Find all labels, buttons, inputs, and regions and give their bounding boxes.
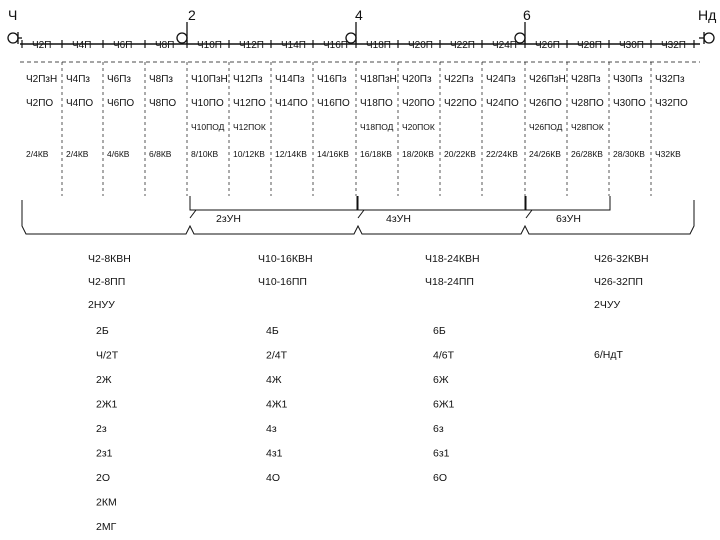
relay-label: Ч2ПзН [26, 74, 58, 85]
group-item-label: Ч/2Т [96, 349, 119, 362]
track-section-label: Ч28П [577, 40, 602, 51]
route-relay-label: Ч32КВ [655, 149, 681, 159]
relay-label: Ч26ПзН [529, 74, 566, 85]
relay-label: Ч16Пз [317, 74, 347, 85]
relay-label: Ч30Пз [613, 74, 643, 85]
group-item-label: 6з1 [433, 447, 450, 460]
route-relay-label: 22/24КВ [486, 149, 518, 159]
track-section-label: Ч2П [32, 40, 52, 51]
brace-label-6zun: 6зУН [556, 213, 581, 225]
route-relay-label: 12/14КВ [275, 149, 307, 159]
signal-2 [177, 7, 196, 44]
end-signal-right [698, 7, 716, 44]
group-header-label: Ч26-32ПП [594, 276, 643, 288]
end-label-right: Нд [698, 7, 717, 23]
relay-label: Ч24ПО [486, 98, 519, 109]
group-item-label: 6/НдТ [594, 349, 623, 361]
relay-label: Ч20ПО [402, 98, 435, 109]
relay-label: Ч20Пз [402, 74, 432, 85]
relay-label: Ч10ПзН [191, 74, 228, 85]
route-relay-label: 26/28КВ [571, 149, 603, 159]
relay-label: Ч10ПОД [191, 122, 225, 132]
relay-label: Ч32Пз [655, 74, 685, 85]
group-item-label: 2/4Т [266, 349, 288, 362]
group-item-label: 2з [96, 423, 107, 435]
track-section-label: Ч30П [619, 40, 644, 51]
end-signal-left [8, 7, 22, 44]
group-header-label: 2НУУ [88, 299, 115, 311]
group-item-label: 4з1 [266, 447, 283, 460]
signal-number-2: 2 [188, 7, 196, 23]
group-item-label: 2О [96, 472, 111, 484]
group-item-label: 4Ж [266, 374, 282, 386]
group-item-label: 6Ж [433, 374, 449, 386]
relay-label: Ч14ПО [275, 98, 308, 109]
brace-4zun [358, 196, 525, 225]
relay-label: Ч4ПО [66, 98, 94, 109]
relay-label: Ч22Пз [444, 74, 474, 85]
group-header-label: Ч2-8КВН [88, 253, 131, 265]
relay-label: Ч4Пз [66, 74, 90, 85]
track-section-label: Ч8П [155, 40, 175, 51]
relay-label: Ч12ПО [233, 98, 266, 109]
route-relay-label: 8/10КВ [191, 149, 219, 159]
section-dividers [22, 40, 694, 196]
relay-label: Ч14Пз [275, 74, 305, 85]
signal-number-6: 6 [523, 7, 531, 23]
relay-label: Ч12ПОК [233, 122, 266, 132]
track-section-label: Ч24П [492, 40, 517, 51]
track-section-label: Ч12П [239, 40, 264, 51]
group-header-label: Ч18-24ПП [425, 276, 474, 288]
route-relay-label: 4/6КВ [107, 149, 130, 159]
relay-label: Ч28ПО [571, 98, 604, 109]
track-section-label: Ч32П [661, 40, 686, 51]
group-item-label: 4Ж1 [266, 398, 288, 411]
group-header-label: Ч10-16ПП [258, 276, 307, 288]
relay-label: Ч18ПОД [360, 122, 394, 132]
group-item-label: 2МГ [96, 521, 117, 533]
relay-label: Ч10ПО [191, 98, 224, 109]
group-item-label: 6з [433, 423, 444, 435]
route-relay-label: 18/20КВ [402, 149, 434, 159]
relay-label: Ч32ПО [655, 98, 688, 109]
signal-number-4: 4 [355, 7, 363, 23]
relay-groups [88, 253, 649, 533]
group-header-label: Ч18-24КВН [425, 253, 480, 265]
relay-label: Ч28ПОК [571, 122, 604, 132]
track-section-labels [32, 40, 686, 51]
relay-label: Ч2ПО [26, 98, 54, 109]
route-relay-label: 14/16КВ [317, 149, 349, 159]
track-section-label: Ч4П [72, 40, 92, 51]
route-relay-label: 16/18КВ [360, 149, 392, 159]
relay-label: Ч18ПзН [360, 74, 397, 85]
signal-4 [346, 7, 363, 44]
track-section-label: Ч6П [113, 40, 133, 51]
relay-label: Ч26ПОД [529, 122, 563, 132]
group-item-label: 4Б [266, 325, 279, 337]
route-relay-label: 10/12КВ [233, 149, 265, 159]
relay-label: Ч12Пз [233, 74, 263, 85]
track-section-label: Ч22П [450, 40, 475, 51]
track-section-label: Ч18П [366, 40, 391, 51]
relay-label: Ч24Пз [486, 74, 516, 85]
relay-label: Ч8Пз [149, 74, 173, 85]
track-section-label: Ч16П [323, 40, 348, 51]
relay-label: Ч20ПОК [402, 122, 435, 132]
group-header-label: Ч2-8ПП [88, 276, 126, 288]
brace-label-4zun: 4зУН [386, 213, 411, 225]
route-relay-label: 28/30КВ [613, 149, 645, 159]
route-relay-label: 24/26КВ [529, 149, 561, 159]
group-header-label: 2ЧУУ [594, 299, 621, 311]
group-item-label: 2з1 [96, 447, 113, 460]
group-header-label: Ч26-32КВН [594, 253, 649, 265]
track-section-label: Ч14П [281, 40, 306, 51]
brace-2zun [190, 196, 357, 225]
group-item-label: 4/6Т [433, 349, 455, 362]
group-item-label: 2Ж [96, 374, 112, 386]
relay-label: Ч6Пз [107, 74, 131, 85]
group-item-label: 2КМ [96, 496, 117, 509]
relay-label: Ч18ПО [360, 98, 393, 109]
group-item-label: 6Б [433, 325, 446, 337]
relay-label: Ч26ПО [529, 98, 562, 109]
group-item-label: 4О [266, 472, 281, 484]
group-header-label: Ч10-16КВН [258, 253, 313, 265]
group-item-label: 6Ж1 [433, 398, 455, 411]
route-relay-label: 6/8КВ [149, 149, 172, 159]
track-section-label: Ч10П [197, 40, 222, 51]
relay-label: Ч22ПО [444, 98, 477, 109]
relay-columns [26, 74, 688, 159]
end-label-left: Ч [8, 7, 18, 23]
brace-6zun [526, 196, 610, 225]
signal-6 [515, 7, 531, 44]
group-item-label: 4з [266, 423, 277, 435]
relay-label: Ч30ПО [613, 98, 646, 109]
route-relay-label: 20/22КВ [444, 149, 476, 159]
route-relay-label: 2/4КВ [66, 149, 89, 159]
track-section-label: Ч26П [535, 40, 560, 51]
relay-label: Ч16ПО [317, 98, 350, 109]
relay-label: Ч28Пз [571, 74, 601, 85]
relay-label: Ч6ПО [107, 98, 135, 109]
group-item-label: 6О [433, 472, 448, 484]
group-item-label: 2Ж1 [96, 398, 118, 411]
route-relay-label: 2/4КВ [26, 149, 49, 159]
group-item-label: 2Б [96, 325, 109, 337]
brace-label-2zun: 2зУН [216, 213, 241, 225]
track-section-label: Ч20П [408, 40, 433, 51]
relay-label: Ч8ПО [149, 98, 177, 109]
